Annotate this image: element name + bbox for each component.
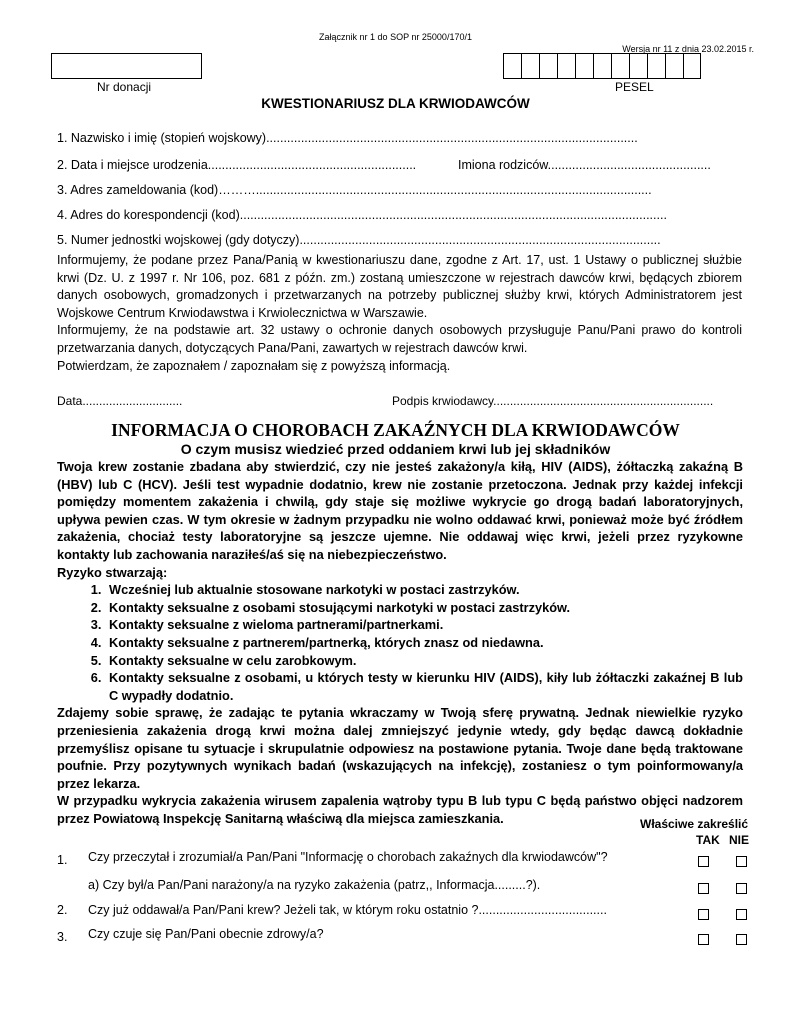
no-checkbox[interactable] [736,883,747,894]
risk-item: 2. Kontakty seksualne z osobami stosującymi narkotyki w postaci zastrzyków. [105,599,743,617]
pesel-digit-box[interactable] [575,53,593,79]
pesel-digit-box[interactable] [629,53,647,79]
section-title: INFORMACJA O CHOROBACH ZAKAŹNYCH DLA KRWIODAWCÓW [111,420,680,440]
attachment-note: Załącznik nr 1 do SOP nr 25000/170/1 [319,32,472,42]
field-registered-address[interactable]: 3. Adres zameldowania (kod)……….................................................................................................................. [57,183,652,197]
yes-checkbox[interactable] [698,883,709,894]
pesel-digit-box[interactable] [611,53,629,79]
pesel-digit-box[interactable] [665,53,683,79]
yes-column-label: TAK [696,833,720,847]
pesel-digit-box[interactable] [539,53,557,79]
risk-list [57,581,743,704]
info-paragraph: Informujemy, że podane przez Pana/Panią w kwestionariuszu dane, zgodne z Art. 17, ust. 1 Ustawy o publicznej służbie krwi (Dz. U. z 1997 r. Nr 106, poz. 681 z późn. zm.) zostaną umieszczone w rejestrach dawców krwi, będących zbiorem danych osobowych, gromadzonych i przetwarzanych na potrzeby publicznej służby krwi, których Administratorem jest Wojskowe Centrum Krwiodawstwa i Krwiolecznictwa w Warszawie. [57,253,742,320]
version-note: Wersja nr 11 z dnia 23.02.2015 r. [622,44,754,54]
pesel-field[interactable] [503,53,701,79]
pesel-digit-box[interactable] [521,53,539,79]
pesel-digit-box[interactable] [683,53,701,79]
section-subtitle: O czym musisz wiedzieć przed oddaniem krwi lub jej składników [180,441,611,457]
pesel-digit-box[interactable] [557,53,575,79]
field-correspondence-address[interactable]: 4. Adres do korespondencji (kod)........................................................................................................................... [57,208,667,222]
sanitary-text: W przypadku wykrycia zakażenia wirusem zapalenia wątroby typu B lub typu C będą państwo objęci nadzorem przez Powiatową Inspekcję Sanitarną właściwą dla miejsca zamieszkania. [57,793,743,826]
intro-text: Twoja krew zostanie zbadana aby stwierdzić, czy nie jesteś zakażony/a kiłą, HIV (AIDS), żółtaczką zakaźną B (HBV) lub C (HCV). Jeśli test wypadnie dodatnio, krew nie zostanie przetoczona. Jednak przy każdej infekcji pomiędzy momentem zakażenia i chwilą, gdy staje się możliwe wykrycie go drogą badań laboratoryjnych, upływa pewien czas. W tym okresie w żadnym przypadku nie wolno oddawać krwi, ponieważ może być źródłem zakażenia, chociaż testy laboratoryjne są jeszcze ujemne. Nie oddawaj więc krwi, jeżeli przez ryzykowne kontakty lub zachowania naraziłeś/aś się na niebezpieczeństwo. [57,459,743,562]
field-birth[interactable]: 2. Data i miejsce urodzenia............................................................ [57,158,417,172]
risk-item: 1. Wcześniej lub aktualnie stosowane narkotyki w postaci zastrzyków. [105,581,743,599]
question-number: 1. [57,853,68,867]
answer-header: Właściwe zakreślić [640,817,749,831]
field-name[interactable]: 1. Nazwisko i imię (stopień wojskowy)........................................................................................................... [57,131,638,145]
question-text: Czy już oddawał/a Pan/Pani krew? Jeżeli tak, w którym roku ostatnio ?..................................... [88,903,607,917]
risk-heading: Ryzyko stwarzają: [57,564,168,580]
no-checkbox[interactable] [736,909,747,920]
donation-number-field[interactable] [51,53,202,79]
signature-field[interactable]: Podpis krwiodawcy.................................................................. [392,394,714,408]
info-paragraph: Potwierdzam, że zapoznałem / zapoznałam się z powyższą informacją. [57,358,451,373]
pesel-digit-box[interactable] [593,53,611,79]
info-paragraph: Informujemy, że na podstawie art. 32 ustawy o ochronie danych osobowych przysługuje Panu/Pani prawo do kontroli przetwarzania danych, dotyczących Pana/Pani, zawartych w rejestrach dawców krwi. [57,323,742,355]
risk-item: 3. Kontakty seksualne z wieloma partnerami/partnerkami. [105,616,743,634]
question-number: 2. [57,903,68,917]
infection-info [57,458,743,827]
field-military-unit[interactable]: 5. Numer jednostki wojskowej (gdy dotyczy)........................................................................................................ [57,233,661,247]
risk-item: 4. Kontakty seksualne z partnerem/partnerką, których znasz od niedawna. [105,634,743,652]
pesel-digit-box[interactable] [647,53,665,79]
field-parents[interactable]: Imiona rodziców............................................... [458,158,711,172]
yes-checkbox[interactable] [698,909,709,920]
pesel-digit-box[interactable] [503,53,521,79]
pesel-label: PESEL [615,80,654,94]
data-protection-info [57,252,742,375]
risk-item: 5. Kontakty seksualne w celu zarobkowym. [105,652,743,670]
question-number: 3. [57,930,68,944]
question-text: Czy czuje się Pan/Pani obecnie zdrowy/a? [88,927,324,941]
no-checkbox[interactable] [736,934,747,945]
donation-number-label: Nr donacji [97,80,152,94]
yes-checkbox[interactable] [698,856,709,867]
risk-item: 6. Kontakty seksualne z osobami, u których testy w kierunku HIV (AIDS), kiły lub żółtaczki zakaźnej B lub C wypadły dodatnio. [105,669,743,704]
date-field[interactable]: Data.............................. [57,394,183,408]
no-column-label: NIE [729,833,750,847]
form-title: KWESTIONARIUSZ DLA KRWIODAWCÓW [261,96,530,111]
question-text: Czy przeczytał i zrozumiał/a Pan/Pani "Informację o chorobach zakaźnych dla krwiodawców"? [88,850,608,864]
privacy-text: Zdajemy sobie sprawę, że zadając te pytania wkraczamy w Twoją sferę prywatną. Jednak niewielkie ryzyko przeniesienia zakażenia drogą krwi można dalej zmniejszyć jedynie wtedy, gdy będąc dawcą dokładnie przemyślisz opisane tu sytuacje i skrupulatnie odpowiesz na postawione pytania. Twoje dane będą traktowane poufnie. Przy pozytywnych wynikach badań (wskazujących na infekcję), zostaniesz o tym poinformowany/a przez lekarza. [57,705,743,791]
no-checkbox[interactable] [736,856,747,867]
yes-checkbox[interactable] [698,934,709,945]
question-text: a) Czy był/a Pan/Pani narażony/a na ryzyko zakażenia (patrz,, Informacja.........?). [88,878,541,892]
